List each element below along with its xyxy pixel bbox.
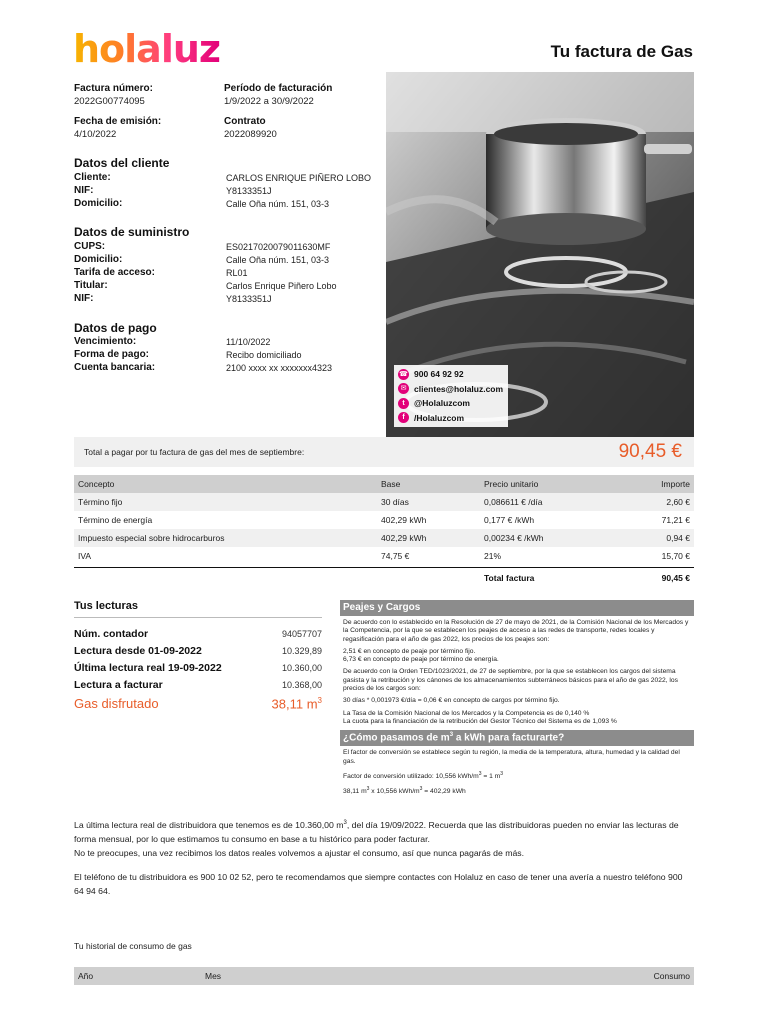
column-header: Precio unitario (484, 479, 539, 489)
column-header: Consumo (653, 971, 690, 981)
twitter-icon: t (398, 398, 409, 409)
client-fields (74, 172, 374, 212)
field-value: RL01 (226, 268, 248, 278)
concepts-table (74, 475, 694, 585)
table-cell: 30 días (381, 497, 409, 507)
total-invoice-label: Total factura (484, 573, 535, 583)
total-to-pay-bar (74, 437, 694, 467)
billing-period: 1/9/2022 a 30/9/2022 (224, 96, 314, 107)
field-label: NIF: (74, 185, 94, 196)
reading-row (74, 628, 322, 645)
field-label: NIF: (74, 293, 94, 304)
reading-value: 10.329,89 (281, 646, 322, 656)
table-row (74, 511, 694, 529)
supply-section-title: Datos de suministro (74, 225, 190, 239)
table-cell: 15,70 € (661, 551, 690, 561)
field-value: Calle Oña núm. 151, 03-3 (226, 255, 330, 265)
distributor-note: El teléfono de tu distribuidora es 900 10 02 52, pero te recomendamos que siempre contactes con Holaluz en caso de tener una avería a nuestro teléfono 900 64 94 64. (74, 872, 683, 896)
table-cell: Impuesto especial sobre hidrocarburos (78, 533, 225, 543)
invoice-number: 2022G00774095 (74, 96, 145, 107)
reading-label: Lectura a facturar (74, 679, 163, 691)
contact-box (394, 365, 508, 427)
column-header: Base (381, 479, 401, 489)
field-label: Cuenta bancaria: (74, 362, 156, 373)
table-row (74, 529, 694, 547)
history-title: Tu historial de consumo de gas (74, 941, 192, 951)
payment-section-title: Datos de pago (74, 321, 157, 335)
reading-row (74, 679, 322, 696)
table-row (74, 547, 694, 565)
table-cell: 21% (484, 551, 502, 561)
field-value: Calle Oña núm. 151, 03-3 (226, 199, 330, 209)
phone-icon: ☎ (399, 370, 408, 378)
reading-label: Última lectura real 19-09-2022 (74, 662, 222, 674)
issue-date: 4/10/2022 (74, 129, 117, 140)
table-cell: 2,60 € (666, 497, 690, 507)
client-section-title: Datos del cliente (74, 156, 170, 170)
table-cell: 71,21 € (661, 515, 690, 525)
phone-number: 900 64 92 92 (414, 369, 464, 380)
gas-consumed-label: Gas disfrutado (74, 696, 159, 711)
table-cell: Término de energía (78, 515, 153, 525)
peajes-text: De acuerdo con lo establecido en la Resolución de 27 de mayo de 2021, de la Comisión Nacional de los Mercados y la Competencia, por la que se establecen los peajes de acceso a las redes de transporte, redes locales y regasificación para el año de gas 2022, los precios de los peajes son: 2,51 € en concepto de peaje por término fijo. 6,73 € en concepto de peaje por término de energía. De acuerdo con la Orden TED/1023/2021, de 27 de septiembre, por la que se establecen los cargos del sistema gasista y la retribución y los cánones de los almacenamientos subterráneos básicos para el año de gas 2022, los precios de los cargos son: 30 días * 0,001973 €/día = 0,06 € en concepto de cargos por término fijo. La Tasa de la Comisión Nacional de los Mercados y la Competencia es de 0,140 % La cuota para la financiación de la retribución del Gestor Técnico del Sistema es de 1,093 % (343, 619, 689, 725)
table-cell: Término fijo (78, 497, 123, 507)
field-value: Y8133351J (226, 294, 272, 304)
table-cell: 0,086611 € /día (484, 497, 543, 507)
table-total-row (74, 567, 694, 585)
table-header (74, 475, 694, 493)
contact-phone[interactable] (398, 367, 504, 382)
table-cell: 0,00234 € /kWh (484, 533, 544, 543)
field-value: Recibo domiciliado (226, 350, 302, 360)
reading-label: Lectura desde 01-09-2022 (74, 645, 202, 657)
table-row (74, 493, 694, 511)
history-table-header (74, 967, 694, 985)
total-invoice-value: 90,45 € (661, 573, 690, 583)
contact-email[interactable] (398, 382, 504, 397)
field-value: ES0217020079011630MF (226, 242, 331, 252)
gas-consumed-row (74, 696, 322, 716)
column-header: Mes (205, 971, 222, 981)
table-cell: IVA (78, 551, 92, 561)
reading-value: 10.360,00 (281, 663, 322, 673)
field-value: CARLOS ENRIQUE PIÑERO LOBO (226, 173, 372, 183)
issue-date-label: Fecha de emisión: (74, 116, 162, 127)
table-cell: 402,29 kWh (381, 515, 427, 525)
reading-value: 94057707 (281, 629, 322, 639)
field-value: 11/10/2022 (226, 337, 271, 347)
gas-consumed-value: 38,11 $m^3$ (271, 696, 322, 712)
field-label: Domicilio: (74, 198, 123, 209)
reading-notes: La última lectura real de distribuidora que tenemos es de 10.360,00 $m^3$, del día 19/09/2022. Recuerda que las distribuidoras pueden no enviar las lecturas de forma mensual, por lo que estimamos tu consumo en base a tu histórico para poder facturar. No te preocupes, una vez recibimos los datos reales volvemos a ajustar el consumo, así que nunca pagarás de más. (74, 819, 679, 858)
field-label: Tarifa de acceso: (74, 267, 155, 278)
supply-fields (74, 241, 374, 307)
table-cell: 74,75 € (381, 551, 410, 561)
reading-value: 10.368,00 (281, 680, 322, 690)
contact-twitter[interactable] (398, 396, 504, 411)
facebook-icon: f (398, 412, 409, 423)
column-header: Concepto (78, 479, 115, 489)
reading-row (74, 662, 322, 679)
holaluz-logo: holaluz (73, 27, 221, 71)
reading-row (74, 645, 322, 662)
conversion-title: ¿Cómo pasamos de $m^3$ a kWh para facturarte? (340, 730, 694, 746)
reading-label: Núm. contador (74, 628, 149, 640)
conversion-text: El factor de conversión se establece según tu región, la media de la temperatura, altura, humedad y la calidad del gas. Factor de conversión utilizado: 10,556 kWh/$m^3 = 1$ $m^3$ 38,11 $m^3$ x 10,556 kWh/$m^3 = 402,29$ kWh (343, 749, 680, 796)
info-column (340, 600, 694, 804)
billing-period-label: Período de facturación (224, 83, 333, 94)
field-value: Carlos Enrique Piñero Lobo (226, 281, 337, 291)
total-amount: 90,45 € (618, 441, 682, 462)
document-title: Tu factura de Gas (550, 42, 693, 61)
table-cell: 0,177 € /kWh (484, 515, 535, 525)
contact-facebook[interactable] (398, 411, 504, 426)
field-label: Forma de pago: (74, 349, 150, 360)
column-header: Año (78, 971, 94, 981)
column-header: Importe (661, 479, 690, 489)
table-cell: 402,29 kWh (381, 533, 427, 543)
table-cell: 0,94 € (666, 533, 690, 543)
contract-label: Contrato (224, 116, 266, 127)
total-label: Total a pagar por tu factura de gas del mes de septiembre: (84, 447, 305, 457)
field-label: Titular: (74, 280, 108, 291)
email-address: clientes@holaluz.com (414, 383, 504, 394)
field-value: 2100 xxxx xx xxxxxxx4323 (226, 363, 333, 373)
readings-title: Tus lecturas (74, 600, 322, 618)
field-value: Y8133351J (226, 186, 272, 196)
field-label: Domicilio: (74, 254, 123, 265)
peajes-title: Peajes y Cargos (340, 600, 694, 616)
invoice-number-label: Factura número: (74, 83, 153, 94)
field-label: CUPS: (74, 241, 106, 252)
facebook-handle: /Holaluzcom (414, 412, 465, 423)
contract-number: 2022089920 (224, 129, 277, 140)
payment-fields (74, 336, 374, 376)
twitter-handle: @Holaluzcom (414, 398, 470, 409)
readings-section (74, 600, 322, 716)
field-label: Cliente: (74, 172, 111, 183)
field-label: Vencimiento: (74, 336, 137, 347)
email-icon: ✉ (398, 383, 409, 394)
